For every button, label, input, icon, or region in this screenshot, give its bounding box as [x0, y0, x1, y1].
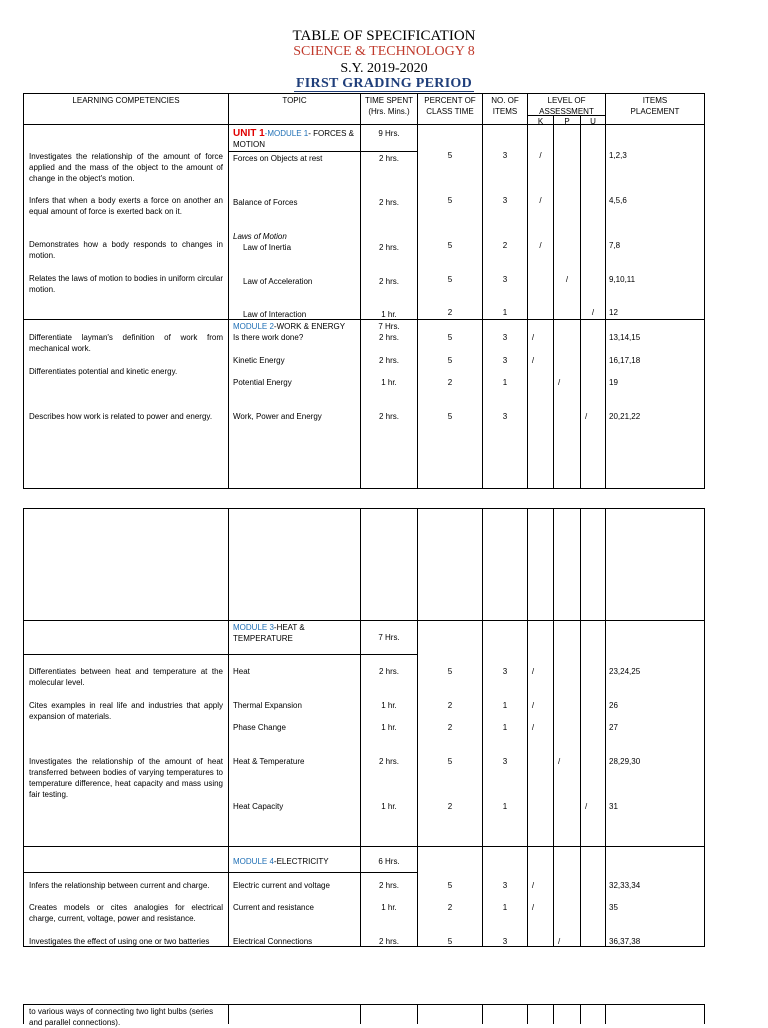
t1-r1-k: /: [539, 151, 542, 160]
module-4-label: MODULE 4: [233, 857, 274, 866]
t2-r3-k: /: [531, 723, 535, 732]
t1b-r1-items: 3: [502, 333, 508, 342]
t2-r4-place: 28,29,30: [609, 757, 641, 766]
t1-r3-topic: Law of Inertia: [243, 243, 292, 252]
t2b-r1-place: 32,33,34: [609, 881, 641, 890]
t1-r3-topic-pre: Laws of Motion: [233, 232, 287, 241]
t1-r3-time: 2 hrs.: [378, 243, 399, 252]
t1-r2-place: 4,5,6: [609, 196, 627, 205]
t1-r3-place: 7,8: [609, 241, 621, 250]
module-3-label: MODULE 3: [233, 623, 274, 632]
col-level: [528, 95, 605, 117]
t1-r1-pct: 5: [447, 151, 453, 160]
t1-r5-items: 1: [502, 308, 508, 317]
col-competencies: LEARNING COMPETENCIES: [72, 96, 180, 105]
doc-school-year: S.Y. 2019-2020: [340, 61, 428, 76]
t2-r3-items: 1: [502, 723, 508, 732]
t1-r1-time: 2 hrs.: [378, 154, 399, 163]
col-placement-1: ITEMS: [642, 96, 668, 105]
t1-r2-comp: Infers that when a body exerts a force on another an equal amount of force is exerted back on it.: [29, 196, 223, 216]
t1-r1-topic: Forces on Objects at rest: [233, 154, 323, 163]
t1-r3-k: /: [539, 241, 542, 250]
t1-r3-comp: Demonstrates how a body responds to changes in motion.: [29, 240, 223, 260]
col-p: P: [564, 117, 570, 126]
t2-r3-pct: 2: [447, 723, 453, 732]
t1-r5-u: /: [591, 308, 595, 317]
t1b-r2-place: 16,17,18: [609, 356, 641, 365]
t2-r2-time: 1 hr.: [381, 701, 397, 710]
period-text: FIRST GRADING PERIOD: [295, 76, 473, 91]
module-1-header: [233, 128, 359, 150]
t1b-r3-place: 19: [609, 378, 618, 387]
t2-r5-u: /: [585, 802, 588, 811]
t2-r1-k: /: [531, 667, 535, 676]
t1-r2-time: 2 hrs.: [378, 198, 399, 207]
t1-r4-p: /: [565, 275, 569, 284]
t1b-r1-time: 2 hrs.: [378, 333, 399, 342]
module-2-header: [233, 321, 359, 332]
t2b-r1-items: 3: [502, 881, 508, 890]
t1-r4-place: 9,10,11: [609, 275, 636, 284]
t1b-r2-k: /: [531, 356, 535, 365]
module-4-header: [233, 856, 359, 867]
t1-r2-pct: 5: [447, 196, 453, 205]
t2-r3-topic: Phase Change: [233, 723, 286, 732]
module-1-title: - FORCES &: [308, 129, 355, 138]
t2-r2-items: 1: [502, 701, 508, 710]
t2b-r2-comp: Creates models or cites analogies for electrical charge, current, voltage, power and resistance.: [29, 903, 223, 923]
t2-r5-place: 31: [609, 802, 618, 811]
t2b-r3-comp: Investigates the effect of using one or two batteries: [29, 937, 210, 946]
t2b-r2-time: 1 hr.: [381, 903, 397, 912]
t2-r1-topic: Heat: [233, 667, 250, 676]
t2-r1-time: 2 hrs.: [378, 667, 399, 676]
t1-r1-items: 3: [502, 151, 508, 160]
t2-r4-items: 3: [502, 757, 508, 766]
t1b-r4-u: /: [585, 412, 588, 421]
col-time: [361, 95, 417, 117]
t2-r4-comp: Investigates the relationship of the amount of heat transferred between bodies of varying temperatures to temperature difference, heat capacity and mass using fair testing.: [29, 757, 223, 799]
col-placement: [606, 95, 704, 117]
t1b-r1-comp: Differentiate layman's definition of work from mechanical work.: [29, 333, 223, 353]
t1b-r3-topic: Potential Energy: [233, 378, 292, 387]
t1-r2-k: /: [539, 196, 542, 205]
t2b-r2-k: /: [531, 903, 535, 912]
t2-r5-time: 1 hr.: [381, 802, 397, 811]
unit-1-label: UNIT 1: [233, 128, 265, 139]
t2b-r3-p: /: [558, 937, 561, 946]
t1b-r1-topic: Is there work done?: [233, 333, 304, 342]
col-level-1: LEVEL OF: [547, 96, 586, 105]
t2b-r2-pct: 2: [447, 903, 453, 912]
t1-r3-pct: 5: [447, 241, 453, 250]
module-3-header: [233, 622, 359, 644]
t1b-r4-time: 2 hrs.: [378, 412, 399, 421]
t1b-r1-k: /: [531, 333, 535, 342]
col-time-2: (Hrs. Mins.): [368, 107, 410, 116]
col-percent-1: PERCENT OF: [424, 96, 476, 105]
t2-r5-items: 1: [502, 802, 508, 811]
t2-r2-topic: Thermal Expansion: [233, 701, 302, 710]
t2-r4-topic: Heat & Temperature: [233, 757, 305, 766]
doc-subject: SCIENCE & TECHNOLOGY 8: [293, 44, 475, 59]
t1-r3-items: 2: [502, 241, 508, 250]
module-2-label: MODULE 2: [233, 322, 274, 331]
t1b-r3-pct: 2: [447, 378, 453, 387]
module-4-time: 6 Hrs.: [378, 857, 400, 866]
t1b-r4-pct: 5: [447, 412, 453, 421]
t2b-r3-place: 36,37,38: [609, 937, 641, 946]
col-k: K: [537, 117, 544, 126]
t2b-r3-topic: Electrical Connections: [233, 937, 313, 946]
t1b-r4-items: 3: [502, 412, 508, 421]
t2-r1-items: 3: [502, 667, 508, 676]
t1b-r2-pct: 5: [447, 356, 453, 365]
col-items-2: ITEMS: [492, 107, 518, 116]
t2-r1-comp: Differentiates between heat and temperature at the molecular level.: [29, 667, 223, 687]
t2-r2-k: /: [531, 701, 535, 710]
t1-r4-topic: Law of Acceleration: [243, 277, 313, 286]
module-4-title: -ELECTRICITY: [273, 857, 329, 866]
t2b-r3-items: 3: [502, 937, 508, 946]
col-items-1: NO. OF: [491, 96, 519, 105]
t1b-r4-place: 20,21,22: [609, 412, 641, 421]
t1b-r2-topic: Kinetic Energy: [233, 356, 285, 365]
t2b-r1-pct: 5: [447, 881, 453, 890]
col-u: U: [590, 117, 596, 126]
t1b-r3-time: 1 hr.: [381, 378, 397, 387]
module-2-title: -WORK & ENERGY: [273, 322, 346, 331]
t1-r5-time: 1 hr.: [381, 310, 397, 319]
t2-r1-place: 23,24,25: [609, 667, 641, 676]
module-1-time: 9 Hrs.: [378, 129, 400, 138]
t2b-r1-k: /: [531, 881, 535, 890]
t2-r5-topic: Heat Capacity: [233, 802, 284, 811]
t1-r5-topic: Law of Interaction: [243, 310, 307, 319]
t1-r4-pct: 5: [447, 275, 453, 284]
t2-r4-pct: 5: [447, 757, 453, 766]
t1b-r4-comp: Describes how work is related to power and energy.: [29, 412, 213, 421]
module-3-time: 7 Hrs.: [378, 633, 400, 642]
t2-r4-time: 2 hrs.: [378, 757, 399, 766]
t1-r4-items: 3: [502, 275, 508, 284]
t1-r2-items: 3: [502, 196, 508, 205]
t2-r4-p: /: [558, 757, 561, 766]
col-percent-2: CLASS TIME: [426, 107, 474, 116]
doc-period: [0, 76, 768, 92]
t2-r3-time: 1 hr.: [381, 723, 397, 732]
col-placement-2: PLACEMENT: [630, 107, 680, 116]
t2b-r3-time: 2 hrs.: [378, 937, 399, 946]
t2-r2-place: 26: [609, 701, 618, 710]
col-topic: TOPIC: [282, 96, 307, 105]
t2b-r2-place: 35: [609, 903, 618, 912]
t2-r5-pct: 2: [447, 802, 453, 811]
t2b-r1-time: 2 hrs.: [378, 881, 399, 890]
t1b-r3-p: /: [558, 378, 561, 387]
t2-r2-comp: Cites examples in real life and industries that apply expansion of materials.: [29, 701, 223, 721]
t2b-r1-comp: Infers the relationship between current and charge.: [29, 881, 210, 890]
t1b-r1-place: 13,14,15: [609, 333, 641, 342]
t2-r3-place: 27: [609, 723, 618, 732]
t2-r1-pct: 5: [447, 667, 453, 676]
t2-r2-pct: 2: [447, 701, 453, 710]
t2b-r2-items: 1: [502, 903, 508, 912]
t1-r5-pct: 2: [447, 308, 453, 317]
t2b-r2-topic: Current and resistance: [233, 903, 314, 912]
t1b-r2-items: 3: [502, 356, 508, 365]
t1b-r1-pct: 5: [447, 333, 453, 342]
col-time-1: TIME SPENT: [364, 96, 413, 105]
t1b-r2-time: 2 hrs.: [378, 356, 399, 365]
t1-r5-place: 12: [609, 308, 618, 317]
t1-r2-topic: Balance of Forces: [233, 198, 298, 207]
t2b-r1-topic: Electric current and voltage: [233, 881, 330, 890]
t1-r1-place: 1,2,3: [609, 151, 627, 160]
t1-r4-comp: Relates the laws of motion to bodies in uniform circular motion.: [29, 274, 223, 294]
col-percent: [418, 95, 482, 117]
t1-r1-comp: Investigates the relationship of the amount of force applied and the mass of the object to the amount of change in the object's motion.: [29, 152, 223, 183]
module-1-title-2: MOTION: [233, 140, 265, 149]
t2b-r3-pct: 5: [447, 937, 453, 946]
t3-r1-comp: to various ways of connecting two light bulbs (series and parallel connections).: [29, 1007, 214, 1027]
module-3-title: -HEAT &: [273, 623, 305, 632]
t1b-r4-topic: Work, Power and Energy: [233, 412, 322, 421]
t1-r4-time: 2 hrs.: [378, 277, 399, 286]
module-3-title-2: TEMPERATURE: [233, 634, 293, 643]
t1b-r2-comp: Differentiates potential and kinetic energy.: [29, 367, 178, 376]
t1b-r3-items: 1: [502, 378, 508, 387]
col-items: [483, 95, 527, 117]
module-2-time: 7 Hrs.: [378, 322, 400, 331]
module-1-label: -MODULE 1: [264, 129, 309, 138]
doc-title: TABLE OF SPECIFICATION: [292, 28, 476, 44]
col-level-2: ASSESSMENT: [539, 107, 594, 116]
